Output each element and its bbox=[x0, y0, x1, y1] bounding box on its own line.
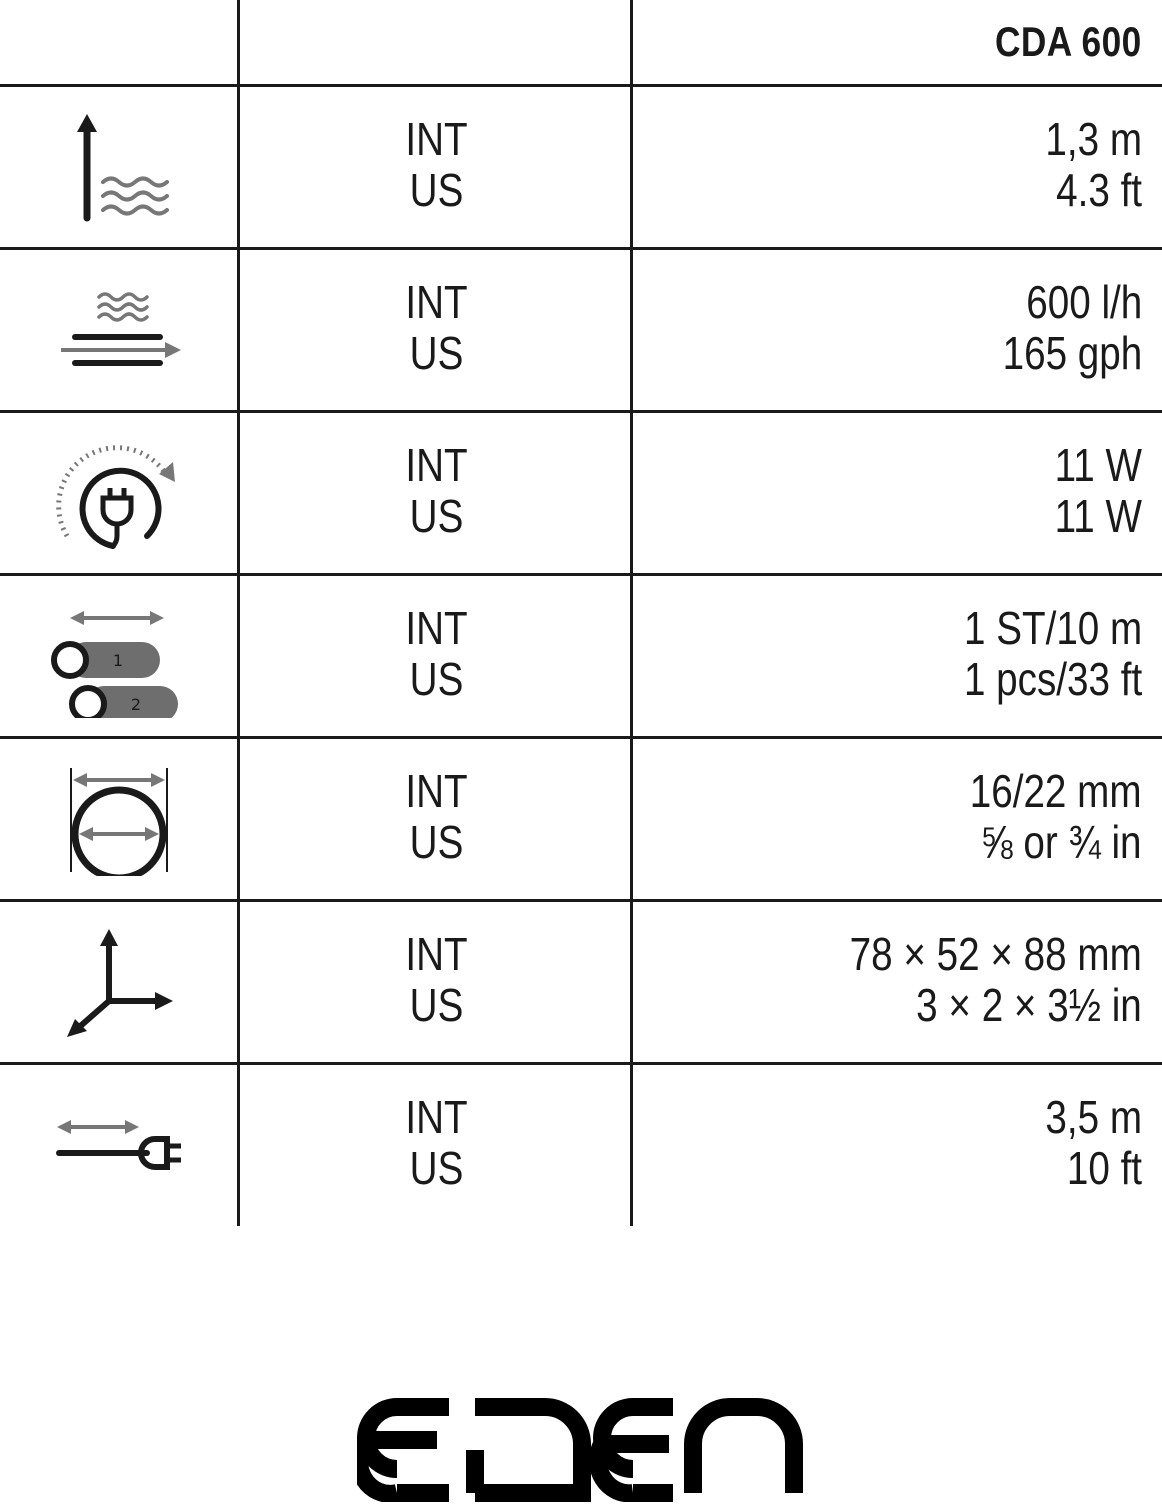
label-us: US bbox=[409, 327, 464, 379]
spec-row-dimensions bbox=[0, 902, 1162, 1065]
value-us: 10 ft bbox=[1066, 1142, 1142, 1194]
value-int: 78 × 52 × 88 mm bbox=[849, 928, 1142, 980]
label-us: US bbox=[409, 164, 464, 216]
label-int: INT bbox=[405, 113, 468, 165]
pump-height-icon bbox=[0, 87, 239, 250]
value-us: 3 × 2 × 3½ in bbox=[916, 979, 1142, 1031]
value-int: 1,3 m bbox=[1045, 113, 1142, 165]
label-int: INT bbox=[405, 439, 468, 491]
flow-rate-icon bbox=[0, 250, 239, 413]
value-us: 4.3 ft bbox=[1056, 164, 1142, 216]
spec-row-cable-length bbox=[0, 1065, 1162, 1228]
label-us: US bbox=[409, 1142, 464, 1194]
spec-row-flow-rate bbox=[0, 250, 1162, 413]
hose-number-1: 1 bbox=[112, 650, 123, 670]
spec-row-power bbox=[0, 413, 1162, 576]
dimensions-icon bbox=[0, 902, 239, 1065]
value-int: 16/22 mm bbox=[970, 765, 1142, 817]
value-us: 1 pcs/33 ft bbox=[963, 653, 1142, 705]
value-us: 11 W bbox=[1054, 490, 1142, 542]
power-consumption-icon bbox=[0, 413, 239, 576]
value-int: 1 ST/10 m bbox=[963, 602, 1142, 654]
hose-length-icon bbox=[0, 576, 239, 739]
label-int: INT bbox=[405, 1091, 468, 1143]
model-name: CDA 600 bbox=[995, 18, 1142, 65]
label-us: US bbox=[409, 979, 464, 1031]
label-us: US bbox=[409, 490, 464, 542]
spec-row-pump-height bbox=[0, 87, 1162, 250]
label-us: US bbox=[409, 816, 464, 868]
label-int: INT bbox=[405, 602, 468, 654]
label-int: INT bbox=[405, 928, 468, 980]
value-int: 11 W bbox=[1054, 439, 1142, 491]
value-us: ⅝ or ¾ in bbox=[980, 816, 1142, 868]
cable-length-icon bbox=[0, 1065, 239, 1228]
value-int: 3,5 m bbox=[1045, 1091, 1142, 1143]
eden-logo bbox=[357, 1398, 803, 1502]
value-int: 600 l/h bbox=[1025, 276, 1142, 328]
spec-row-hose-diameter bbox=[0, 739, 1162, 902]
hose-diameter-icon bbox=[0, 739, 239, 902]
spec-row-hose-length bbox=[0, 576, 1162, 739]
label-int: INT bbox=[405, 765, 468, 817]
value-us: 165 gph bbox=[1002, 327, 1142, 379]
hose-number-2: 2 bbox=[130, 694, 141, 714]
label-int: INT bbox=[405, 276, 468, 328]
label-us: US bbox=[409, 653, 464, 705]
